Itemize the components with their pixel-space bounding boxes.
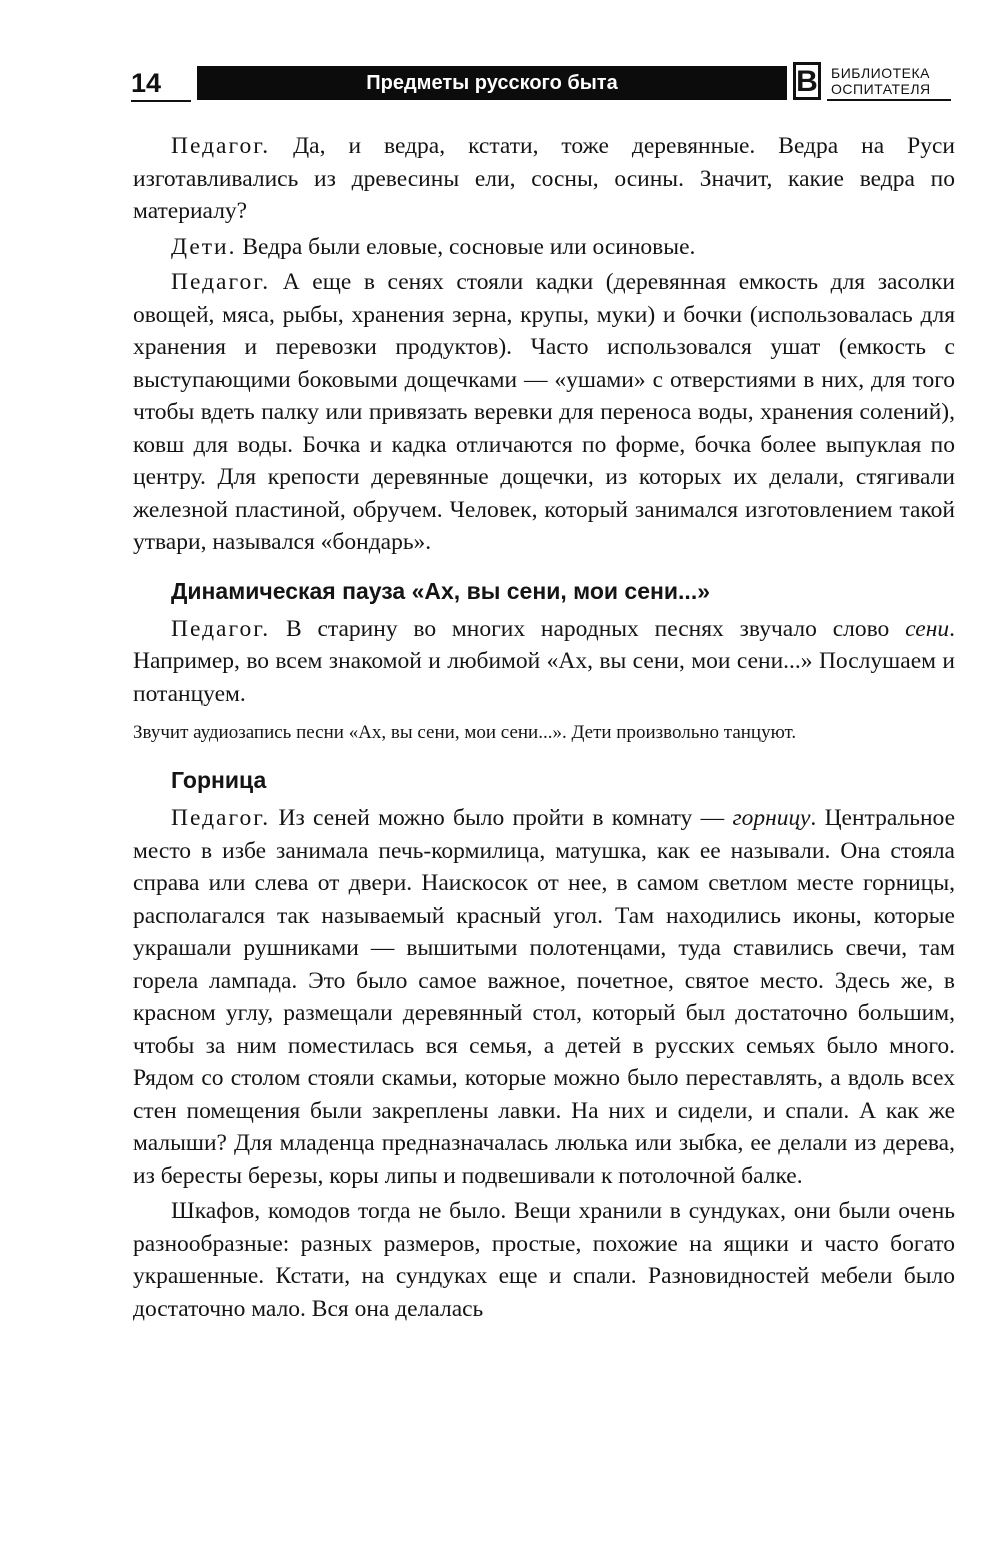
paragraph-teacher-buckets xyxy=(133,130,955,228)
series-rule xyxy=(827,99,951,101)
speaker-label: Дети. xyxy=(171,233,237,260)
stage-direction-note: Звучит аудиозапись песни «Ах, вы сени, мои сени...». Дети произвольно танцуют. xyxy=(133,722,797,743)
series-name-line2: ОСПИТАТЕЛЯ xyxy=(831,81,931,97)
paragraph-text: . Например, во всем знакомой и любимой «Ах, вы сени, мои сени...» Послушаем и потанцуем. xyxy=(133,615,955,707)
section-heading-dynamic-pause: Динамическая пауза «Ах, вы сени, мои сени...» xyxy=(171,577,710,604)
paragraph-text: . Центральное место в избе занимала печь-кормилица, матушка, как ее называли. Она стояла справа или слева от двери. Наискосок от нее, в самом светлом месте горницы, располагался так называемый красный угол. Там находились иконы, которые украшали рушниками — вышитыми полотенцами, туда ставились свечи, там горела лампада. Это было самое важное, почетное, святое место. Здесь же, в красном углу, размещали деревянный стол, который был достаточно большим, чтобы за ним поместилась вся семья, а детей в русских семьях было много. Рядом со столом стояли скамьи, которые можно было переставлять, а вдоль всех стен помещения были закреплены лавки. На них и сидели, и спали. А как же малыши? Для младенца предназначалась люлька или зыбка, ее делали из дерева, из бересты березы, коры липы и подвешивали к потолочной балке. xyxy=(133,805,955,1189)
speaker-label: Педагог. xyxy=(171,133,271,159)
page-number-rule xyxy=(131,100,191,102)
paragraph-text: В старину во многих народных песнях звучало слово xyxy=(270,615,906,642)
speaker-label: Педагог. xyxy=(171,615,271,642)
paragraph-text: А еще в сенях стояли кадки (деревянная емкость для засолки овощей, мяса, рыбы, хранения зерна, крупы, муки) и бочки (использовалась для хранения и перевозки продуктов). Часто использовался ушат (емкость с выступающими боковыми дощечками — «ушами» с отверстиями в них, для того чтобы вдеть палку или привязать веревки для переноса воды, хранения солений), ковш для воды. Бочка и кадка отличаются по форме, бочка более выпуклая по центру. Для крепости деревянные дощечки, из которых их делали, стягивали железной пластиной, обручем. Человек, который занимался изготовлением такой утвари, назывался «бондарь». xyxy=(133,269,955,555)
series-name-line1: БИБЛИОТЕКА xyxy=(831,65,930,81)
paragraph-teacher-gornitsa xyxy=(133,802,955,1192)
page-number: 14 xyxy=(131,68,162,98)
paragraph-text: Из сеней можно было пройти в комнату — xyxy=(270,805,733,831)
paragraph-teacher-barrels xyxy=(133,266,955,559)
paragraph-text: Ведра были еловые, сосновые или осиновые. xyxy=(236,233,696,260)
paragraph-teacher-song xyxy=(133,613,955,711)
emphasis-word: горницу xyxy=(732,805,811,831)
section-heading-gornitsa: Горница xyxy=(171,767,267,793)
paragraph-children-answer xyxy=(133,231,955,264)
speaker-label: Педагог. xyxy=(171,269,271,295)
speaker-label: Педагог. xyxy=(171,805,271,831)
paragraph-chests: Шкафов, комодов тогда не было. Вещи хранили в сундуках, они были очень разнообразные: разных размеров, простые, похожие на ящики и часто богато украшенные. Кстати, на сундуках еще и спали. Разновидностей мебели было достаточно мало. Вся она делалась xyxy=(133,1198,955,1322)
running-header xyxy=(0,0,1000,120)
running-title: Предметы русского быта xyxy=(197,66,787,100)
page-body xyxy=(133,130,955,1325)
paragraph-text: Да, и ведра, кстати, тоже деревянные. Ведра на Руси изготавливались из древесины ели, сосны, осины. Значит, какие ведра по материалу? xyxy=(133,133,955,224)
series-logo xyxy=(787,62,957,108)
series-letter: В xyxy=(793,62,821,100)
emphasis-word: сени xyxy=(905,615,950,642)
